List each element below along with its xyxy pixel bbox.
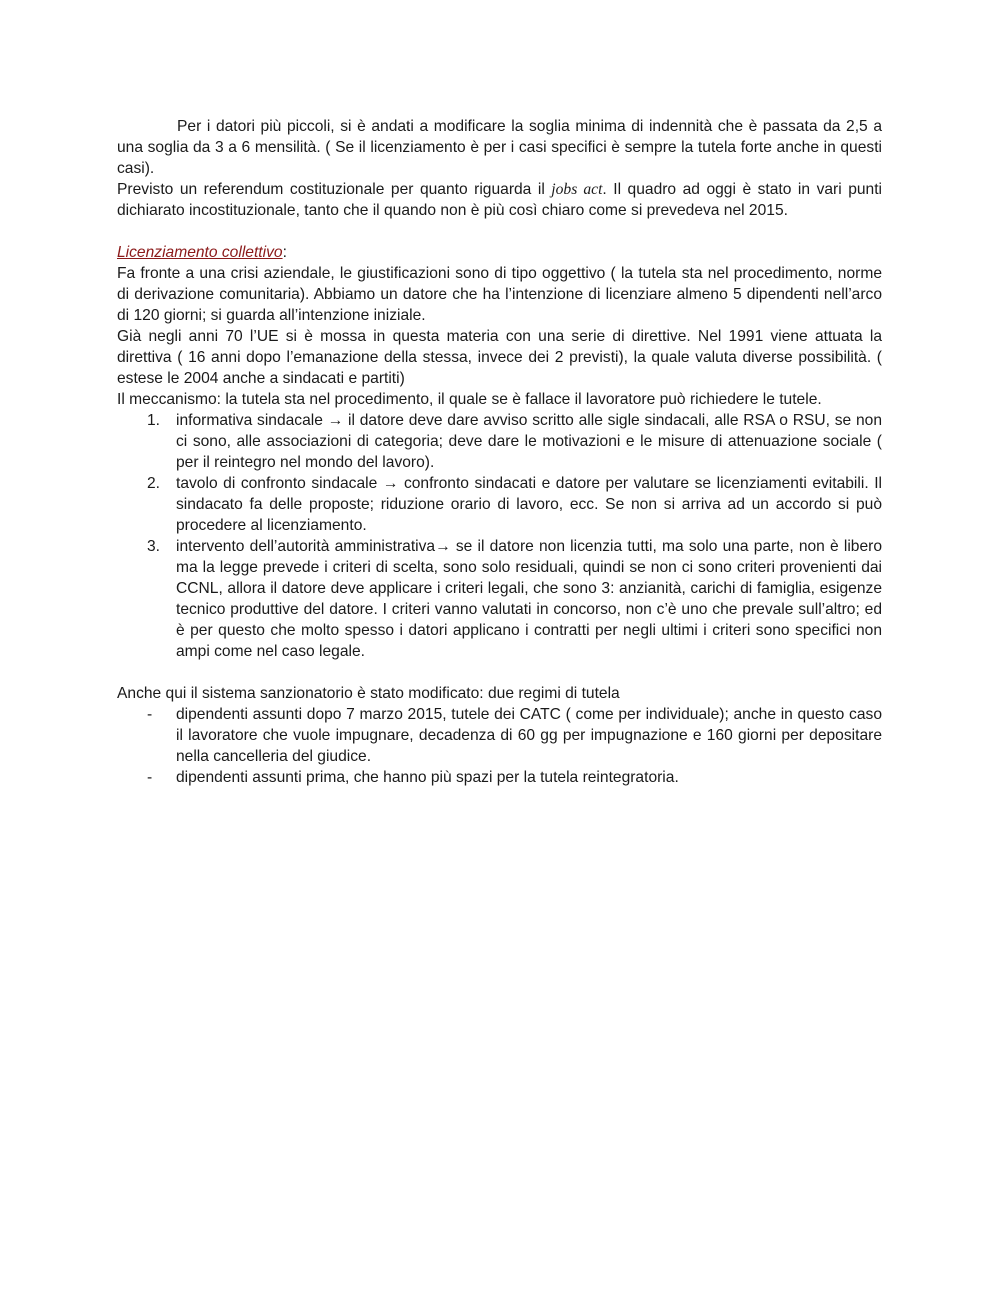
- paragraph-indennita: Per i datori più piccoli, si è andati a modificare la soglia minima di indennità che è passata da 2,5 a una soglia da 3 a 6 mensilità. ( Se il licenziamento è per i casi specifici è sempre la tutela forte anche in questi casi).: [117, 118, 882, 177]
- paragraph-crisi: Fa fronte a una crisi aziendale, le giustificazioni sono di tipo oggettivo ( la tutela sta nel procedimento, norme di derivazione comunitaria). Abbiamo un datore che ha l’intenzione di licenziare almeno 5 dipendenti nell’arco di 120 giorni; si guarda all’intenzione iniziale.: [117, 265, 882, 324]
- list-marker: 1.: [147, 412, 161, 429]
- numbered-list: [117, 410, 882, 662]
- list-item: [117, 473, 882, 536]
- dash-list: [117, 704, 882, 788]
- paragraph-referendum: [117, 179, 882, 221]
- list-item: [117, 410, 882, 473]
- list-item: [117, 767, 882, 788]
- list-item: [117, 704, 882, 767]
- list-marker: -: [147, 769, 153, 786]
- paragraph-gap: [117, 221, 882, 242]
- referendum-text-end: . Il quadro ad oggi è stato in vari punti dichiarato incostituzionale, tanto che il quando non è più così chiaro come si prevedeva nel 2015.: [117, 181, 883, 219]
- list-marker: 2.: [147, 475, 161, 492]
- section-heading-title: Licenziamento collettivo: [117, 244, 283, 261]
- paragraph-gap: [117, 662, 882, 683]
- list-item-text: dipendenti assunti dopo 7 marzo 2015, tutele dei CATC ( come per individuale); anche in questo caso il lavoratore che vuole impugnare, decadenza di 60 gg per impugnazione e 160 giorni per depositare nella cancelleria del giudice.: [176, 706, 882, 765]
- paragraph-direttive: Già negli anni 70 l’UE si è mossa in questa materia con una serie di direttive. Nel 1991 viene attuata la direttiva ( 16 anni dopo l’emanazione della stessa, invece dei 2 previsti), la quale valuta diverse possibilità. ( estese le 2004 anche a sindacati e partiti): [117, 328, 882, 387]
- list-marker: -: [147, 706, 153, 723]
- list-item-text: dipendenti assunti prima, che hanno più spazi per la tutela reintegratoria.: [176, 769, 679, 786]
- list-marker: 3.: [147, 538, 161, 555]
- list-item-text: tavolo di confronto sindacale → confronto sindacati e datore per valutare se licenziamenti evitabili. Il sindacato fa delle proposte; riduzione orario di lavoro, ecc. Se non si arriva ad un accordo si può procedere al licenziamento.: [176, 475, 882, 534]
- section-heading-colon: :: [282, 244, 287, 261]
- section-heading: [117, 242, 882, 263]
- list-item: [117, 536, 882, 662]
- page-content: [117, 116, 882, 788]
- referendum-text-start: Previsto un referendum costituzionale per quanto riguarda il: [117, 181, 552, 198]
- paragraph-meccanismo: Il meccanismo: la tutela sta nel procedimento, il quale se è fallace il lavoratore può richiedere le tutele.: [117, 391, 822, 408]
- list-item-text: intervento dell’autorità amministrativa→ se il datore non licenzia tutti, ma solo una parte, non è libero ma la legge prevede i criteri di scelta, sono solo residuali, quindi se non ci sono criteri provenienti dai CCNL, allora il datore deve applicare i criteri legali, che sono 3: anzianità, carichi di famiglia, esigenze tecnico produttive del datore. I criteri vanno valutati in concorso, non c’è uno che prevale sull’altro; ed è per questo che molto spesso i datori applicano i contratti per negli ultimi i criteri sono specifici non ampi come nel caso legale.: [176, 538, 882, 660]
- paragraph-sanzionatorio: Anche qui il sistema sanzionatorio è stato modificato: due regimi di tutela: [117, 685, 620, 702]
- jobs-act-term: jobs act: [551, 181, 603, 198]
- list-item-text: informativa sindacale → il datore deve dare avviso scritto alle sigle sindacali, alle RSA o RSU, se non ci sono, alle associazioni di categoria; deve dare le motivazioni e le misure di attenuazione sociale ( per il reintegro nel mondo del lavoro).: [176, 412, 882, 471]
